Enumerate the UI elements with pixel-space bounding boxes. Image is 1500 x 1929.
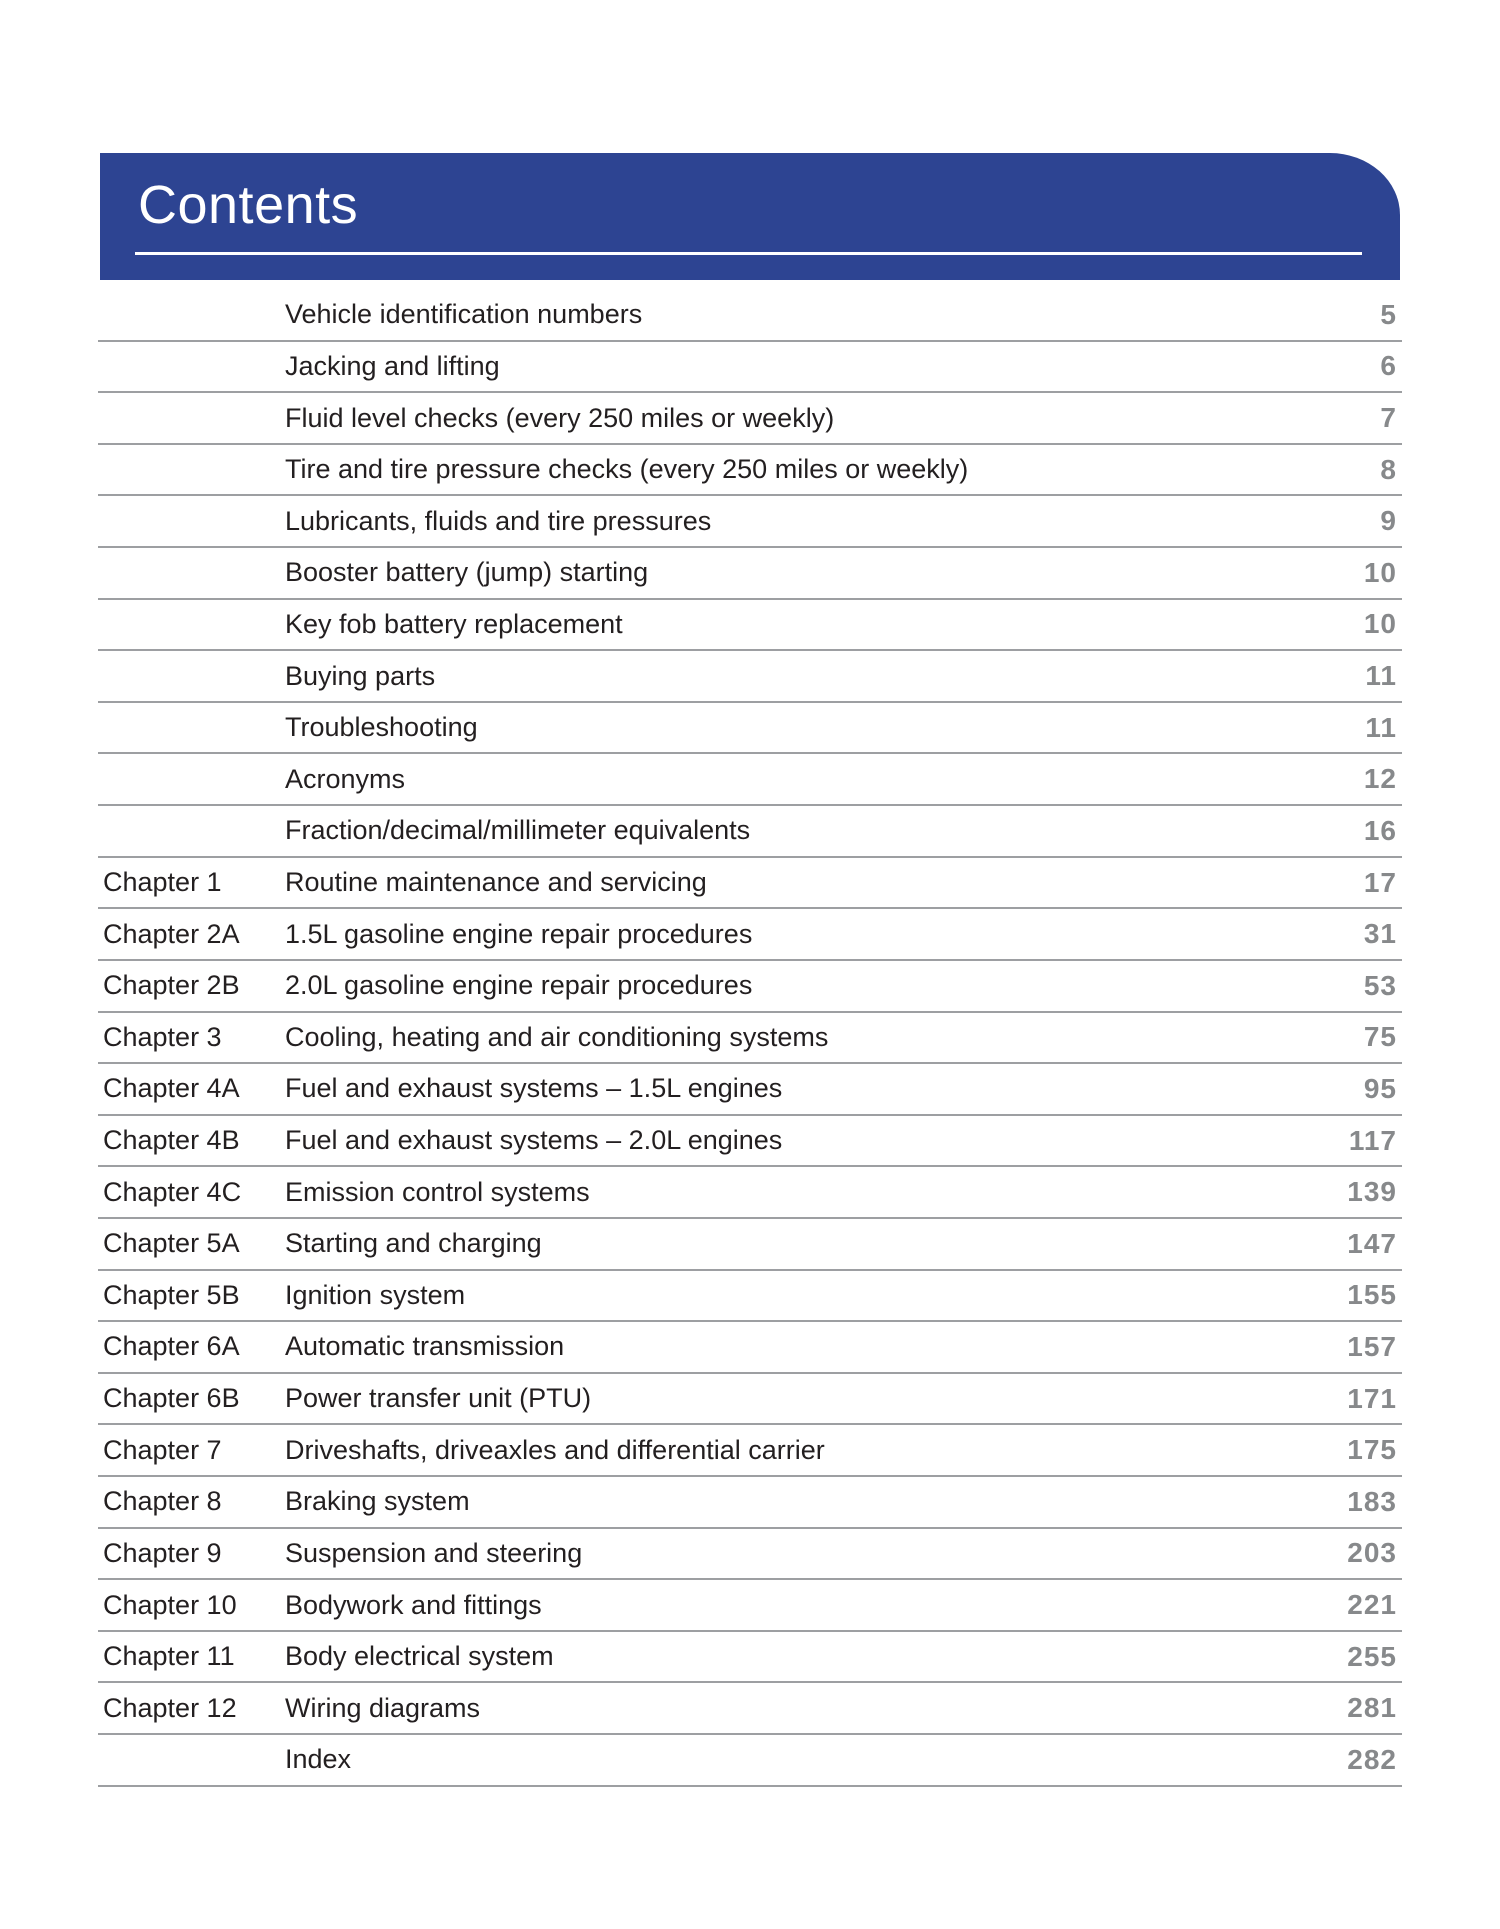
table-row (98, 1374, 1402, 1426)
chapter-label: Chapter 1 (103, 867, 222, 897)
chapter-label: Chapter 6B (103, 1383, 240, 1414)
section-title: Starting and charging (285, 1228, 542, 1259)
section-title: Cooling, heating and air conditioning systems (285, 1021, 829, 1052)
section-title: Driveshafts, driveaxles and differential carrier (285, 1434, 825, 1465)
page-number: 7 (1380, 402, 1397, 434)
page-title: Contents (138, 175, 359, 235)
table-row (98, 290, 1402, 342)
section-title: Fraction/decimal/millimeter equivalents (285, 815, 751, 846)
table-row (98, 1116, 1402, 1168)
table-row (98, 651, 1402, 703)
chapter-label: Chapter 6A (103, 1331, 240, 1362)
table-row (98, 806, 1402, 858)
page-number: 183 (1347, 1485, 1397, 1517)
page-number: 10 (1363, 556, 1397, 588)
page-number: 11 (1365, 711, 1397, 743)
section-title: 2.0L gasoline engine repair procedures (285, 970, 753, 1001)
chapter-label: Chapter 4C (103, 1176, 242, 1207)
chapter-label: Chapter 8 (103, 1486, 222, 1517)
page-number: 281 (1347, 1692, 1397, 1724)
table-row (98, 1271, 1402, 1323)
section-title: Fluid level checks (every 250 miles or weekly) (285, 402, 835, 433)
contents-header-banner (100, 153, 1400, 280)
section-title: Ignition system (285, 1279, 466, 1310)
chapter-label: Chapter 2A (103, 918, 240, 949)
section-title: Troubleshooting (285, 712, 478, 743)
page-number: 157 (1347, 1330, 1397, 1362)
section-title: Booster battery (jump) starting (285, 557, 649, 588)
table-row (98, 1322, 1402, 1374)
page-number: 203 (1347, 1537, 1397, 1569)
page-number: 95 (1363, 1072, 1397, 1104)
section-title: Automatic transmission (285, 1331, 565, 1362)
table-row (98, 445, 1402, 497)
table-row (98, 342, 1402, 394)
table-row (98, 1013, 1402, 1065)
section-title: Key fob battery replacement (285, 608, 623, 639)
page-number: 255 (1347, 1640, 1397, 1672)
section-title: Jacking and lifting (285, 350, 500, 381)
chapter-label: Chapter 10 (103, 1589, 237, 1620)
chapter-label: Chapter 11 (103, 1641, 235, 1672)
table-row (98, 858, 1402, 910)
section-title: Emission control systems (285, 1176, 590, 1207)
section-title: Buying parts (285, 660, 436, 691)
section-title: Power transfer unit (PTU) (285, 1383, 592, 1414)
section-title: Acronyms (285, 763, 406, 794)
page-number: 147 (1347, 1227, 1397, 1259)
chapter-label: Chapter 4A (103, 1073, 240, 1104)
page-number: 12 (1363, 763, 1397, 795)
section-title: Fuel and exhaust systems – 2.0L engines (285, 1125, 783, 1156)
section-title: Routine maintenance and servicing (285, 867, 707, 897)
chapter-label: Chapter 4B (103, 1125, 240, 1156)
page-number: 155 (1347, 1279, 1397, 1311)
chapter-label: Chapter 3 (103, 1021, 222, 1052)
page-number: 11 (1365, 660, 1397, 692)
page-number: 75 (1363, 1021, 1397, 1053)
section-title: Lubricants, fluids and tire pressures (285, 505, 712, 536)
page-number: 10 (1363, 608, 1397, 640)
page-number: 5 (1380, 298, 1397, 330)
section-title: Wiring diagrams (285, 1692, 481, 1723)
table-row (98, 909, 1402, 961)
page-number: 17 (1363, 866, 1397, 898)
table-row (98, 1683, 1402, 1735)
table-row (98, 496, 1402, 548)
chapter-label: Chapter 5B (103, 1279, 240, 1310)
table-row (98, 1632, 1402, 1684)
page-number: 53 (1363, 969, 1397, 1001)
table-row (98, 1477, 1402, 1529)
section-title: Suspension and steering (285, 1537, 583, 1568)
table-row (98, 1529, 1402, 1581)
chapter-label: Chapter 5A (103, 1228, 240, 1259)
section-title: Braking system (285, 1486, 470, 1517)
page-number: 16 (1363, 814, 1397, 846)
table-row (98, 1219, 1402, 1271)
page-number: 221 (1347, 1589, 1397, 1621)
table-row (98, 754, 1402, 806)
page-number: 8 (1380, 453, 1397, 485)
page-number: 139 (1347, 1176, 1397, 1208)
table-row (98, 1167, 1402, 1219)
table-row (98, 1735, 1402, 1787)
chapter-label: Chapter 7 (103, 1434, 222, 1465)
table-of-contents (98, 290, 1402, 1787)
page-number: 6 (1380, 350, 1397, 382)
header-underline (135, 252, 1362, 255)
chapter-label: Chapter 12 (103, 1692, 237, 1723)
page-number: 282 (1347, 1743, 1397, 1775)
table-row (98, 548, 1402, 600)
table-row (98, 1580, 1402, 1632)
table-row (98, 1064, 1402, 1116)
table-row (98, 703, 1402, 755)
page-number: 171 (1347, 1382, 1397, 1414)
table-row (98, 1425, 1402, 1477)
page-number: 9 (1380, 505, 1397, 537)
page-number: 175 (1347, 1434, 1397, 1466)
section-title: Fuel and exhaust systems – 1.5L engines (285, 1073, 783, 1104)
table-row (98, 961, 1402, 1013)
section-title: Index (285, 1744, 352, 1775)
section-title: Body electrical system (285, 1641, 554, 1672)
section-title: Vehicle identification numbers (285, 299, 643, 330)
section-title: Bodywork and fittings (285, 1589, 542, 1620)
chapter-label: Chapter 9 (103, 1537, 222, 1568)
chapter-label: Chapter 2B (103, 970, 240, 1001)
page-number: 117 (1348, 1124, 1397, 1156)
table-row (98, 600, 1402, 652)
section-title: Tire and tire pressure checks (every 250 miles or weekly) (285, 454, 969, 485)
section-title: 1.5L gasoline engine repair procedures (285, 918, 753, 949)
table-row (98, 393, 1402, 445)
page-number: 31 (1363, 918, 1397, 950)
